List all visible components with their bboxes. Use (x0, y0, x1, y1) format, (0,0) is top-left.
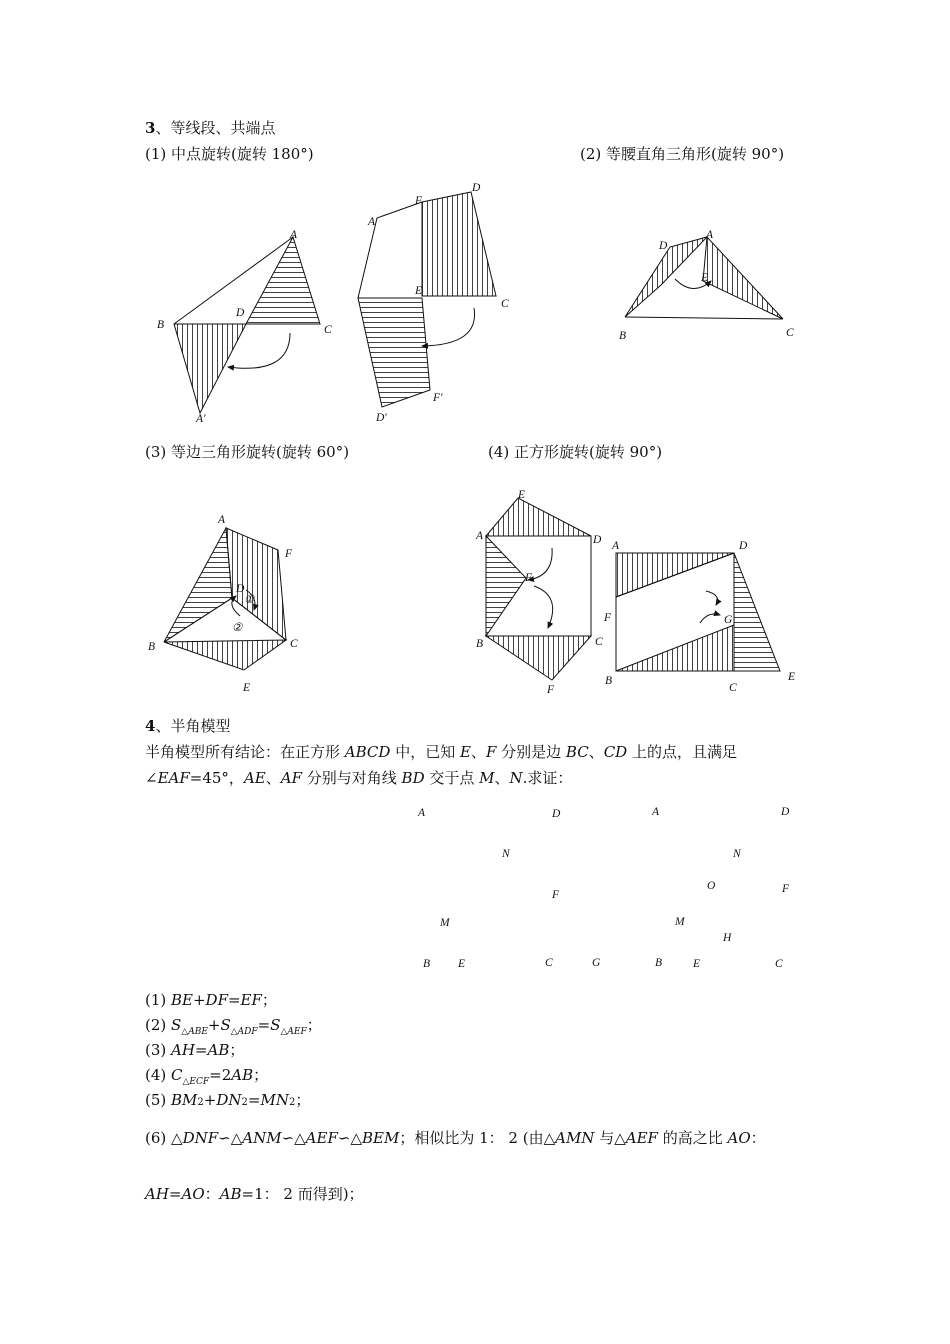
result-5: (5) BM2+DN2=MN2； (145, 1091, 311, 1109)
fig6-label-b: B (605, 675, 613, 687)
fig3-label-a: A (706, 229, 714, 241)
result-3: (3) AH=AB； (145, 1041, 245, 1059)
section-3-heading: 3、等线段、共端点 (145, 119, 276, 137)
fig5-label-b: B (476, 638, 484, 650)
result-1: (1) BE+DF=EF； (145, 991, 277, 1009)
fig7-label-f: F (552, 889, 560, 901)
fig7-label-d: D (552, 808, 561, 820)
fig4-label-f: F (285, 548, 293, 560)
fig2-label-f-prime: F′ (433, 392, 443, 404)
fig4-circled-2: ② (232, 622, 243, 634)
fig6-label-d: D (739, 540, 748, 552)
section-4-intro-line-1: 半角模型所有结论：在正方形 ABCD 中，已知 E、F 分别是边 BC、CD 上的点，且满足 (145, 743, 737, 761)
fig8-label-d: D (781, 806, 790, 818)
fig1-label-a: A (290, 229, 298, 241)
figure-equilateral-rotation (150, 520, 310, 680)
fig1-label-b: B (157, 319, 165, 331)
section-4-intro-line-2: ∠EAF=45°，AE、AF 分别与对角线 BD 交于点 M、N.求证： (145, 769, 573, 787)
fig7-label-a: A (418, 807, 426, 819)
result-6-continued: AH=AO：AB=1： 2 而得到)； (145, 1185, 364, 1203)
fig2-label-e: E (415, 285, 423, 297)
fig4-circled-1: ① (244, 594, 255, 606)
fig6-label-c: C (729, 682, 737, 694)
result-4: (4) $C_{\triangle ECF}=2AB$； (145, 1066, 269, 1087)
fig7-label-n: N (502, 848, 510, 860)
fig4-label-b: B (148, 641, 156, 653)
fig6-label-g: G (724, 614, 733, 626)
fig8-label-f: F (782, 883, 790, 895)
fig6-label-e: E (788, 671, 796, 683)
subheading-equilateral-rotation: (3) 等边三角形旋转(旋转 60°) (145, 443, 350, 461)
figure-midpoint-rotation (150, 225, 340, 430)
fig2-label-f: F (415, 195, 423, 207)
fig7-label-e: E (458, 958, 466, 970)
fig8-label-o: O (707, 880, 716, 892)
result-2: (2) $S_{\triangle ABE}+S_{\triangle ADF}=S_{\triangle AEF}$； (145, 1016, 322, 1037)
figure-square-rotation-2 (610, 545, 790, 680)
fig7-label-c: C (545, 957, 553, 969)
fig4-label-a: A (218, 514, 226, 526)
fig2-label-d: D (472, 182, 481, 194)
figure-square-rotation-1 (476, 490, 601, 685)
fig6-label-f: F (604, 612, 612, 624)
fig6-label-a: A (612, 540, 620, 552)
fig5-label-d: D (593, 534, 602, 546)
fig8-label-a: A (652, 806, 660, 818)
fig5-label-e: E (518, 489, 526, 501)
fig1-label-c: C (324, 324, 332, 336)
fig8-label-n: N (733, 848, 741, 860)
fig8-label-e: E (693, 958, 701, 970)
fig8-label-h: H (723, 932, 732, 944)
fig4-label-d: D (236, 583, 245, 595)
section-4-heading: 4、半角模型 (145, 717, 231, 735)
fig8-label-c: C (775, 958, 783, 970)
fig7-label-g: G (592, 957, 601, 969)
fig2-label-d-prime: D′ (376, 412, 387, 424)
fig4-label-e: E (243, 682, 251, 694)
fig5-label-f-inner: F (525, 572, 533, 584)
fig3-label-e: E (701, 272, 709, 284)
fig5-label-c: C (595, 636, 603, 648)
fig3-label-c: C (786, 327, 794, 339)
subheading-midpoint-rotation: (1) 中点旋转(旋转 180°) (145, 145, 314, 163)
fig5-label-f: F (547, 684, 555, 696)
fig4-label-c: C (290, 638, 298, 650)
result-6: (6) △DNF∽△ANM∽△AEF∽△BEM；相似比为 1： 2 (由△AMN 与△AEF 的高之比 AO： (145, 1129, 766, 1147)
figure-midpoint-rotation-quad (350, 180, 520, 420)
fig8-label-m: M (675, 916, 685, 928)
fig3-label-b: B (619, 330, 627, 342)
fig8-label-b: B (655, 957, 663, 969)
fig1-label-d: D (236, 307, 245, 319)
subheading-square-rotation: (4) 正方形旋转(旋转 90°) (488, 443, 663, 461)
fig1-label-a-prime: A′ (196, 413, 206, 425)
fig2-label-c: C (501, 298, 509, 310)
fig7-label-b: B (423, 958, 431, 970)
fig3-label-d: D (659, 240, 668, 252)
subheading-isosceles-right-triangle: (2) 等腰直角三角形(旋转 90°) (580, 145, 785, 163)
fig5-label-a: A (476, 530, 484, 542)
fig2-label-a: A (368, 216, 376, 228)
fig7-label-m: M (440, 917, 450, 929)
